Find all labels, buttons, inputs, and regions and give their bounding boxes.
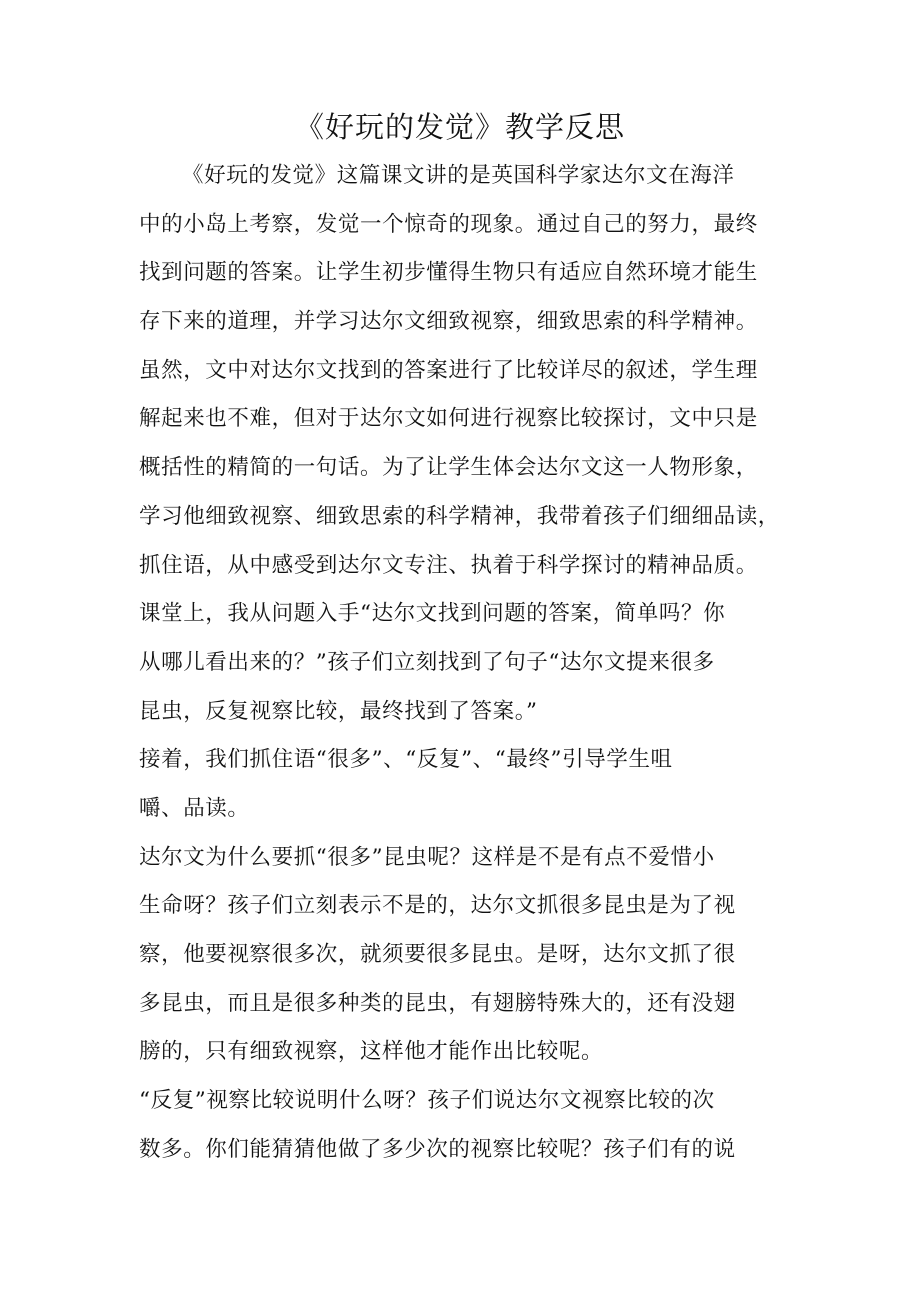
text-line: 察，他要视察很多次，就须要很多昆虫。是呀，达尔文抓了很 (139, 942, 736, 967)
text-line: 解起来也不难，但对于达尔文如何进行视察比较探讨，文中只是 (139, 406, 758, 432)
text-line: 膀的，只有细致视察，这样他才能作出比较呢。 (139, 1039, 604, 1065)
text-line: 找到问题的答案。让学生初步懂得生物只有适应自然环境才能生 (139, 260, 758, 286)
text-line: 昆虫，反复视察比较，最终找到了答案。” (139, 698, 538, 724)
text-line: 接着，我们抓住语“很多”、“反复”、“最终”引导学生咀 (139, 747, 673, 773)
text-line: 《好玩的发觉》这篇课文讲的是英国科学家达尔文在海洋 (182, 163, 735, 188)
text-line: 中的小岛上考察，发觉一个惊奇的现象。通过自己的努力，最终 (139, 211, 758, 237)
text-line: 多昆虫，而且是很多种类的昆虫，有翅膀特殊大的，还有没翅 (139, 990, 736, 1016)
text-line: 学习他细致视察、细致思索的科学精神，我带着孩子们细细品读， (139, 503, 780, 529)
text-line: 从哪儿看出来的？”孩子们立刻找到了句子“达尔文提来很多 (139, 649, 715, 675)
text-line: 概括性的精简的一句话。为了让学生体会达尔文这一人物形象， (139, 455, 758, 481)
text-line: 抓住语，从中感受到达尔文专注、执着于科学探讨的精神品质。 (139, 552, 758, 578)
text-line: 课堂上，我从问题入手“达尔文找到问题的答案，简单吗？你 (139, 601, 726, 627)
text-line: 达尔文为什么要抓“很多”昆虫呢？这样是不是有点不爱惜小 (139, 844, 715, 870)
text-line: 存下来的道理，并学习达尔文细致视察，细致思索的科学精神。 (139, 309, 758, 335)
text-line: 嚼、品读。 (139, 795, 250, 821)
text-line: 虽然，文中对达尔文找到的答案进行了比较详尽的叙述，学生理 (139, 357, 758, 383)
document-title: 《好玩的发觉》教学反思 (294, 110, 625, 144)
document-body (139, 152, 787, 1174)
text-line: 生命呀？孩子们立刻表示不是的，达尔文抓很多昆虫是为了视 (139, 893, 736, 919)
text-line: 数多。你们能猜猜他做了多少次的视察比较呢？孩子们有的说 (139, 1136, 736, 1162)
text-line: “反复”视察比较说明什么呀？孩子们说达尔文视察比较的次 (139, 1088, 715, 1114)
